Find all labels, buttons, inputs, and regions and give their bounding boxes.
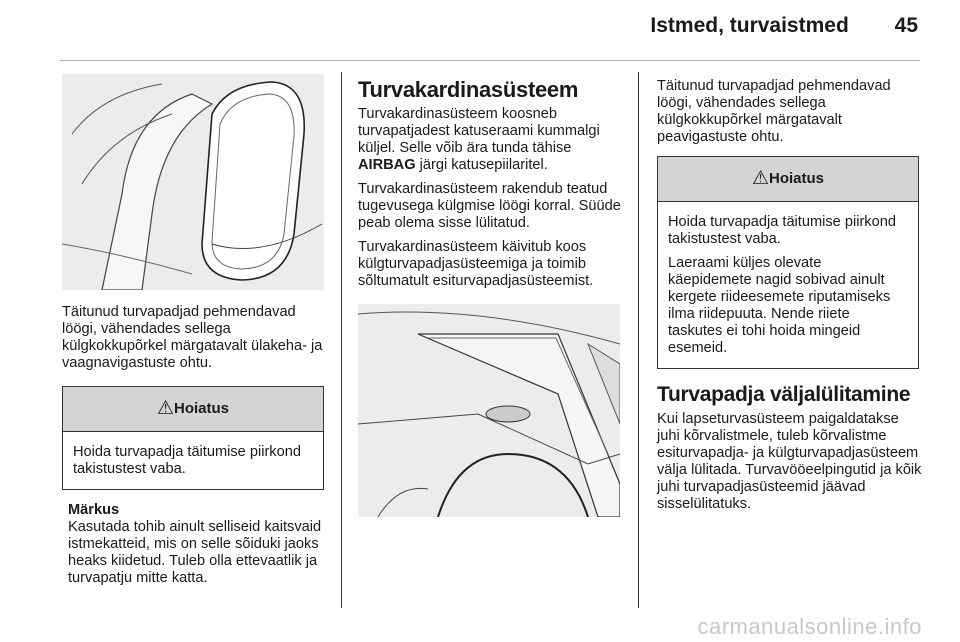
warning-icon: ⚠ — [751, 168, 770, 189]
warning-text-2b: Laeraami küljes olevate käepidemete nagid sobivad ainult kergete riideesemete riputamiseks ilma riidepuuta. Nende riiete taskutes ei tohi hoida mingeid esemeid. — [668, 255, 891, 356]
side-airbag-illustration — [62, 74, 324, 290]
section-title: Istmed, turvaistmed — [650, 14, 849, 37]
paragraph-3: Turvakardinasüsteem käivitub koos külgturvapadjasüsteemiga ja toimib sõltumatult esiturvapadjasüsteemist. — [358, 239, 594, 289]
warning-header — [63, 387, 323, 432]
warning-text: Hoida turvapadja täitumise piirkond takistustest vaba. — [73, 444, 301, 477]
curtain-airbag-illustration — [358, 304, 620, 517]
airbag-label: AIRBAG — [358, 157, 416, 173]
column-divider-1 — [341, 72, 342, 608]
watermark: carmanualsonline.info — [697, 614, 922, 639]
figure-caption-2: Täitunud turvapadjad pehmendavad löögi, vähendades sellega külgkokkupõrkel märgatavalt peavigastuste ohtu. — [657, 78, 891, 145]
paragraph-4: Kui lapseturvasüsteem paigaldatakse juhi kõrvalistmele, tuleb kõrvalistme esiturvapadja- ja külgturvapadjasüsteem välja lülitada. Turvavööeelpingutid ja kõik juhi turvapadjasüsteemid jäävad sisselülitatuks. — [657, 411, 922, 512]
paragraph-1: Turvakardinasüsteem koosneb turvapatjadest katuseraami kummalgi küljel. Selle võib ära tunda tähise AIRBAG järgi katusepiilaritel. — [358, 106, 600, 173]
warning-box — [62, 386, 324, 490]
page-number: 45 — [894, 14, 918, 37]
note-block — [62, 502, 324, 587]
warning-text-2a: Hoida turvapadja täitumise piirkond takistustest vaba. — [668, 214, 896, 247]
section-heading: Turvakardinasüsteem — [358, 77, 579, 102]
column-2 — [358, 78, 623, 517]
column-divider-2 — [638, 72, 639, 608]
figure-caption: Täitunud turvapadjad pehmendavad löögi, vähendades sellega külgkokkupõrkel märgatavalt ülakeha- ja vaagnavigastuste ohtu. — [62, 304, 323, 371]
note-title: Märkus — [68, 502, 120, 518]
header-rule — [60, 60, 920, 61]
warning-title: Hoiatus — [174, 400, 230, 417]
warning-header-2 — [658, 157, 918, 202]
section-heading-2: Turvapadja väljalülitamine — [657, 383, 911, 406]
page-header — [650, 14, 918, 38]
paragraph-2: Turvakardinasüsteem rakendub teatud tugevusega külgmise löögi korral. Süüde peab olema sisse lülitatud. — [358, 181, 621, 231]
warning-box-2 — [657, 156, 919, 369]
warning-title-2: Hoiatus — [769, 170, 825, 187]
warning-icon: ⚠ — [156, 398, 175, 419]
column-1 — [62, 74, 324, 587]
column-3 — [657, 78, 922, 520]
note-text: Kasutada tohib ainult selliseid kaitsvaid istmekatteid, mis on selle sõiduki jaoks heaks kiidetud. Tuleb olla ettevaatlik ja turvapatju mitte katta. — [68, 519, 322, 586]
